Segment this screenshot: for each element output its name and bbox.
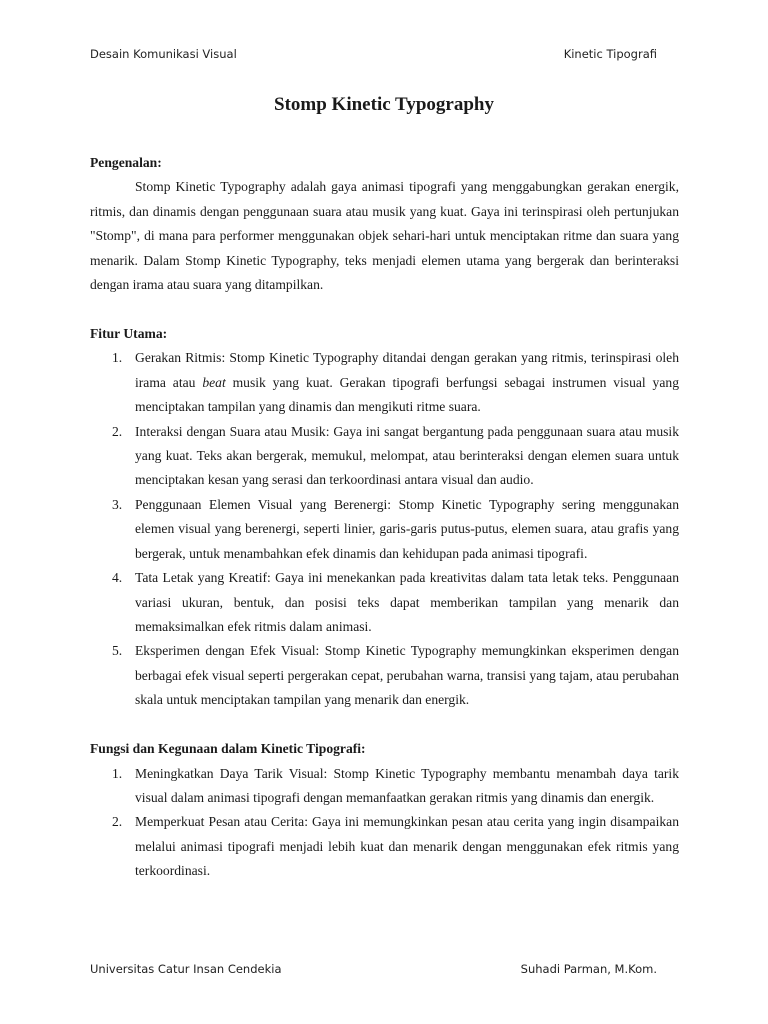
section-heading-functions: Fungsi dan Kegunaan dalam Kinetic Tipografi: xyxy=(90,741,366,757)
footer-right: Suhadi Parman, M.Kom. xyxy=(520,962,657,976)
list-item xyxy=(90,493,679,566)
list-item xyxy=(90,346,679,419)
list-number: 2. xyxy=(112,814,123,830)
page-header xyxy=(90,47,657,61)
list-number: 2. xyxy=(112,423,123,439)
header-right: Kinetic Tipografi xyxy=(563,47,657,61)
page-footer xyxy=(90,962,657,976)
list-text: Memperkuat Pesan atau Cerita: Gaya ini memungkinkan pesan atau cerita yang ingin disampaikan melalui animasi tipografi menjadi lebih kuat dan menarik dengan menggunakan efek ritmis yang terkoordinasi. xyxy=(135,814,679,879)
list-item xyxy=(90,420,679,493)
list-text: Eksperimen dengan Efek Visual: Stomp Kinetic Typography memungkinkan eksperimen dengan berbagai efek visual seperti pergerakan cepat, perubahan warna, transisi yang tajam, atau perubahan skala untuk menciptakan tampilan yang menarik dan energik. xyxy=(135,643,679,708)
list-item xyxy=(90,566,679,639)
list-number: 3. xyxy=(112,496,123,512)
functions-list xyxy=(90,762,679,884)
list-item xyxy=(90,762,679,811)
list-number: 4. xyxy=(112,570,123,586)
list-text: Meningkatkan Daya Tarik Visual: Stomp Kinetic Typography membantu menambah daya tarik visual dalam animasi tipografi dengan memanfaatkan gerakan ritmis yang dinamis dan energik. xyxy=(135,765,679,805)
list-text: Gerakan Ritmis: Stomp Kinetic Typography ditandai dengan gerakan yang ritmis, terinspirasi oleh irama atau xyxy=(135,350,679,390)
list-text-italic: beat xyxy=(202,374,226,390)
list-text: Interaksi dengan Suara atau Musik: Gaya ini sangat bergantung pada penggunaan suara atau musik yang kuat. Teks akan bergerak, memukul, melompat, atau berinteraksi dengan elemen suara untuk menciptakan kesan yang serasi dan terkoordinasi antara visual dan audio. xyxy=(135,423,679,488)
list-text: Tata Letak yang Kreatif: Gaya ini menekankan pada kreativitas dalam tata letak teks. Penggunaan variasi ukuran, bentuk, dan posisi teks dapat memberikan tampilan yang menarik dan memaksimalkan efek ritmis dalam animasi. xyxy=(135,570,679,634)
section-spacer xyxy=(90,713,679,738)
list-item xyxy=(90,639,679,712)
document-body xyxy=(90,151,679,884)
footer-left: Universitas Catur Insan Cendekia xyxy=(90,962,282,976)
features-list xyxy=(90,346,679,712)
list-text: musik yang kuat. Gerakan tipografi berfungsi sebagai instrumen visual yang menciptakan tampilan yang dinamis dan mengikuti ritme suara. xyxy=(135,374,679,415)
intro-paragraph: Stomp Kinetic Typography adalah gaya animasi tipografi yang menggabungkan gerakan energik, ritmis, dan dinamis dengan penggunaan suara atau musik yang kuat. Gaya ini terinspirasi oleh pertunjukan "Stomp", di mana para performer menggunakan objek sehari-hari untuk menciptakan ritme dan suara yang menarik. Dalam Stomp Kinetic Typography, teks menjadi elemen utama yang bergerak dan berinteraksi dengan irama atau suara yang ditampilkan. xyxy=(90,179,679,293)
document-title: Stomp Kinetic Typography xyxy=(274,94,494,115)
list-number: 1. xyxy=(112,350,123,366)
list-number: 5. xyxy=(112,643,123,659)
list-number: 1. xyxy=(112,765,123,781)
section-spacer xyxy=(90,297,679,322)
header-left: Desain Komunikasi Visual xyxy=(90,47,237,61)
section-heading-features: Fitur Utama: xyxy=(90,326,168,342)
list-item xyxy=(90,810,679,883)
section-heading-intro: Pengenalan: xyxy=(90,155,162,170)
list-text: Penggunaan Elemen Visual yang Berenergi: Stomp Kinetic Typography sering menggunakan elemen visual yang berenergi, seperti linier, garis-garis putus-putus, elemen suara, atau grafis yang bergerak, untuk menambahkan efek dinamis dan kehidupan pada animasi tipografi. xyxy=(135,496,679,561)
